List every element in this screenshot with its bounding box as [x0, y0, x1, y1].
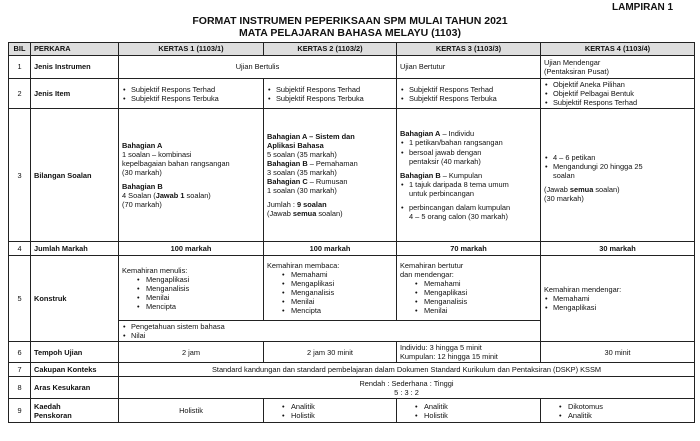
cell-text: Ujian Mendengar	[544, 57, 601, 67]
list-item: • Pengetahuan sistem bahasa	[131, 322, 537, 331]
list-item: • Subjektif Respons Terhad	[409, 85, 537, 94]
table-row	[9, 242, 695, 256]
list-item: • Mengaplikasi	[146, 275, 260, 284]
cell-k1-jumlah-markah: 100 markah	[119, 242, 264, 256]
cell-k3-jumlah-markah: 70 markah	[397, 242, 541, 256]
list-item: • Mengaplikasi	[424, 288, 537, 297]
cell-k3-kaedah-penskoran	[397, 399, 541, 423]
cell-k1-jenis-item	[119, 79, 264, 109]
row-number: 4	[9, 242, 31, 256]
cell-text: (70 markah)	[122, 200, 162, 210]
list-item: • Menganalisis	[424, 297, 537, 306]
section-title: Bahagian A	[122, 140, 163, 150]
section-title: Bahagian B – Pemahaman	[267, 159, 358, 169]
cell-text: Individu: 3 hingga 5 minit	[400, 343, 482, 353]
cell-text: (Pentaksiran Pusat)	[544, 67, 609, 76]
list-item: • Subjektif Respons Terhad	[131, 85, 260, 94]
list-item: • Objektif Aneka Pilihan	[553, 80, 691, 89]
list-item: • Menilai	[424, 306, 537, 315]
cell-text: Rendah : Sederhana : Tinggi	[359, 378, 454, 388]
cell-k3-jenis-item	[397, 79, 541, 109]
cell-k3-jenis-instrumen: Ujian Bertutur	[397, 56, 541, 79]
list-item: • Menilai	[291, 297, 393, 306]
cell-text: 1 soalan – kombinasi	[122, 150, 192, 160]
list-item: • Mengaplikasi	[291, 279, 393, 288]
row-label: Kaedah Penskoran	[31, 399, 119, 423]
list-item: • Holistik	[424, 411, 537, 420]
header-bil: BIL	[9, 43, 31, 56]
list-item: • perbincangan dalam kumpulan 4 – 5 orang calon (30 markah)	[409, 203, 537, 221]
list-item: • 1 petikan/bahan rangsangan	[409, 138, 537, 147]
list-item: • Nilai	[131, 331, 537, 340]
row-label: Jumlah Markah	[31, 242, 119, 256]
cell-k1-konstruk	[119, 256, 264, 321]
cell-text: 5 soalan (35 markah)	[267, 150, 337, 160]
cell-k2-jumlah-markah: 100 markah	[264, 242, 397, 256]
cell-text: Kemahiran membaca:	[267, 261, 340, 270]
section-title: Bahagian B	[122, 182, 163, 192]
cell-aras-kesukaran	[119, 377, 695, 399]
row-number: 3	[9, 109, 31, 242]
cell-text: 4 Soalan (Jawab 1 soalan)	[122, 191, 211, 201]
section-title: Bahagian C – Rumusan	[267, 177, 348, 187]
table-row	[9, 256, 695, 321]
cell-k3-bilangan-soalan	[397, 109, 541, 242]
row-label: Konstruk	[31, 256, 119, 342]
list-item: • Menilai	[146, 293, 260, 302]
cell-k1-tempoh-ujian: 2 jam	[119, 342, 264, 363]
list-item: • Dikotomus	[568, 402, 691, 411]
row-number: 5	[9, 256, 31, 342]
table-row	[9, 363, 695, 377]
list-item: • Memahami	[291, 270, 393, 279]
list-item: • 1 tajuk daripada 8 tema umum untuk perbincangan	[409, 180, 537, 198]
list-item: • Mencipta	[146, 302, 260, 311]
cell-text: dan mendengar:	[400, 270, 454, 280]
header-kertas-1: KERTAS 1 (1103/1)	[119, 43, 264, 56]
cell-k2-tempoh-ujian: 2 jam 30 minit	[264, 342, 397, 363]
lampiran-label: LAMPIRAN 1	[612, 2, 674, 13]
section-title: Aplikasi Bahasa	[267, 140, 324, 150]
list-item: • Analitik	[424, 402, 537, 411]
list-item: • 4 – 6 petikan	[553, 153, 691, 162]
table-row	[9, 399, 695, 423]
table-row	[9, 377, 695, 399]
cell-k2-konstruk	[264, 256, 397, 321]
cell-k4-kaedah-penskoran	[541, 399, 695, 423]
cell-k2-jenis-item	[264, 79, 397, 109]
cell-text: kepelbagaian bahan rangsangan	[122, 159, 230, 169]
list-item: • Mengandungi 20 hingga 25 soalan	[553, 162, 691, 180]
cell-k1-kaedah-penskoran: Holistik	[119, 399, 264, 423]
list-item: • Subjektif Respons Terbuka	[276, 94, 393, 103]
cell-k4-konstruk	[541, 256, 695, 342]
cell-text: Kemahiran bertutur	[400, 261, 464, 270]
header-kertas-4: KERTAS 4 (1103/4)	[541, 43, 695, 56]
cell-k4-jumlah-markah: 30 markah	[541, 242, 695, 256]
section-title: Bahagian B – Kumpulan	[400, 170, 483, 180]
cell-text: Kumpulan: 12 hingga 15 minit	[400, 352, 498, 362]
cell-k1-k2-jenis-instrumen: Ujian Bertulis	[119, 56, 397, 79]
list-item: • bersoal jawab dengan pentaksir (40 markah)	[409, 148, 537, 166]
cell-text: (30 markah)	[544, 193, 584, 203]
cell-text: 1 soalan (30 markah)	[267, 186, 337, 196]
cell-cakupan-konteks: Standard kandungan dan standard pembelajaran dalam Dokumen Standard Kurikulum dan Pentaksiran (DSKP) KSSM	[119, 363, 695, 377]
section-title: Bahagian A – Sistem dan	[267, 131, 355, 141]
cell-text: Kemahiran menulis:	[122, 265, 188, 275]
list-item: • Holistik	[291, 411, 393, 420]
table-row	[9, 56, 695, 79]
row-number: 6	[9, 342, 31, 363]
cell-k3-tempoh-ujian	[397, 342, 541, 363]
list-item: • Subjektif Respons Terbuka	[131, 94, 260, 103]
list-item: • Subjektif Respons Terhad	[553, 98, 691, 107]
cell-k4-bilangan-soalan	[541, 109, 695, 242]
row-number: 7	[9, 363, 31, 377]
table-row	[9, 109, 695, 242]
list-item: • Memahami	[553, 294, 691, 303]
row-label: Bilangan Soalan	[31, 109, 119, 242]
table-row	[9, 79, 695, 109]
document-title-line2: MATA PELAJARAN BAHASA MELAYU (1103)	[239, 27, 461, 39]
row-label: Aras Kesukaran	[31, 377, 119, 399]
header-perkara: PERKARA	[31, 43, 119, 56]
list-item: • Menganalisis	[146, 284, 260, 293]
list-item: • Subjektif Respons Terhad	[276, 85, 393, 94]
cell-text: (Jawab semua soalan)	[544, 184, 620, 194]
cell-k4-jenis-instrumen	[541, 56, 695, 79]
list-item: • Mengaplikasi	[553, 303, 691, 312]
cell-text: (30 markah)	[122, 168, 162, 178]
table-row	[9, 342, 695, 363]
list-item: • Memahami	[424, 279, 537, 288]
row-label: Cakupan Konteks	[31, 363, 119, 377]
instrument-format-table	[8, 42, 695, 423]
cell-k2-kaedah-penskoran	[264, 399, 397, 423]
row-number: 1	[9, 56, 31, 79]
row-number: 9	[9, 399, 31, 423]
row-label: Jenis Item	[31, 79, 119, 109]
section-title: Bahagian A – Individu	[400, 129, 475, 139]
row-label: Jenis Instrumen	[31, 56, 119, 79]
cell-text: 3 soalan (35 markah)	[267, 168, 337, 178]
row-number: 2	[9, 79, 31, 109]
list-item: • Subjektif Respons Terbuka	[409, 94, 537, 103]
list-item: • Analitik	[568, 411, 691, 420]
row-number: 8	[9, 377, 31, 399]
cell-k4-jenis-item	[541, 79, 695, 109]
cell-k2-bilangan-soalan	[264, 109, 397, 242]
header-kertas-3: KERTAS 3 (1103/3)	[397, 43, 541, 56]
cell-text: Jumlah : 9 soalan	[267, 200, 327, 210]
document-title-line1: FORMAT INSTRUMEN PEPERIKSAAN SPM MULAI TAHUN 2021	[192, 15, 508, 27]
cell-text: (Jawab semua soalan)	[267, 209, 343, 219]
cell-text: 5 : 3 : 2	[394, 387, 419, 397]
list-item: • Mencipta	[291, 306, 393, 315]
row-label: Tempoh Ujian	[31, 342, 119, 363]
header-kertas-2: KERTAS 2 (1103/2)	[264, 43, 397, 56]
cell-text: Kemahiran mendengar:	[544, 285, 622, 295]
list-item: • Menganalisis	[291, 288, 393, 297]
cell-k1-bilangan-soalan	[119, 109, 264, 242]
list-item: • Analitik	[291, 402, 393, 411]
cell-k3-konstruk	[397, 256, 541, 321]
cell-k1-k3-konstruk-extra	[119, 321, 541, 342]
list-item: • Objektif Pelbagai Bentuk	[553, 89, 691, 98]
table-header-row	[9, 43, 695, 56]
cell-k4-tempoh-ujian: 30 minit	[541, 342, 695, 363]
